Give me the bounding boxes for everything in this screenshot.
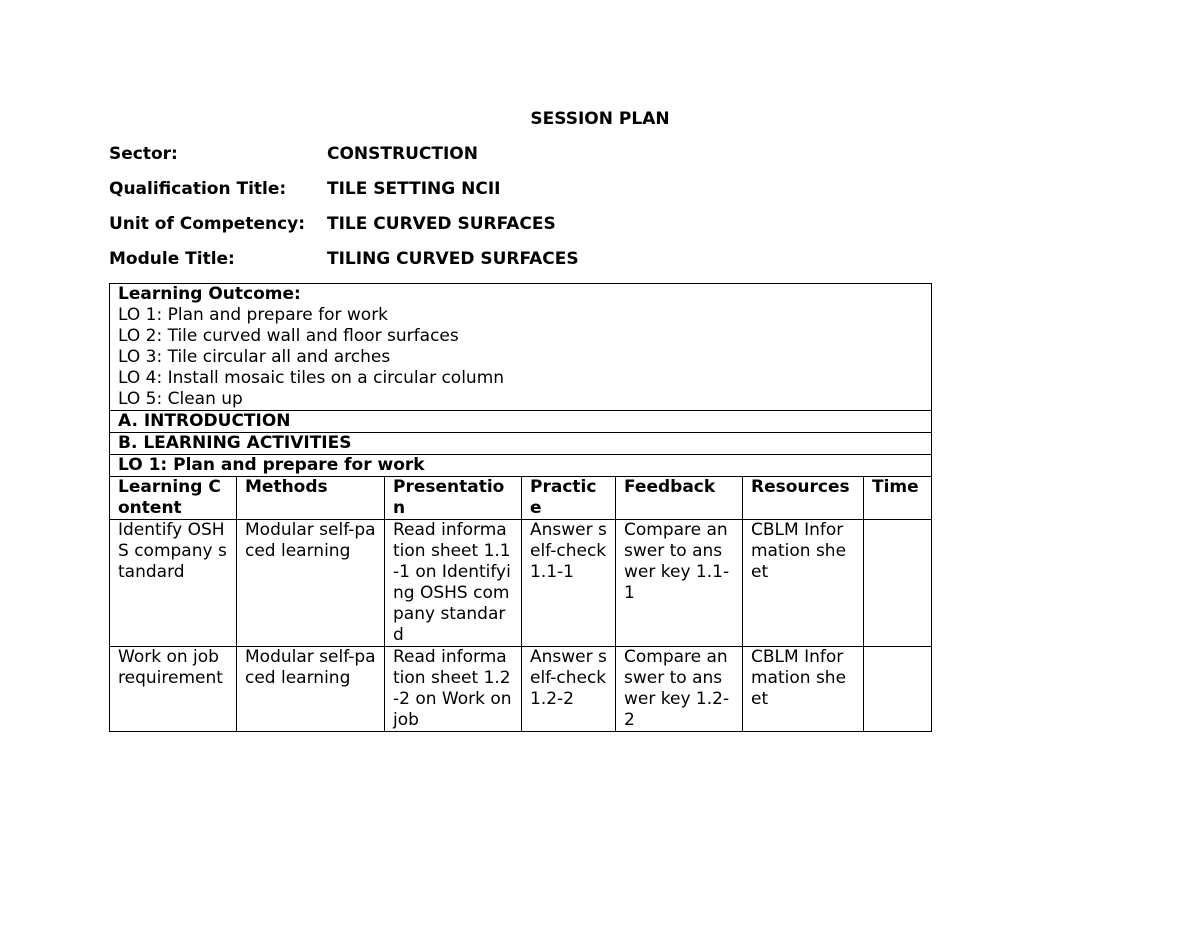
table-cell: Read information sheet 1.2-2 on Work on job	[385, 647, 522, 732]
learning-activities-row	[110, 433, 932, 455]
lo1-row	[110, 455, 932, 477]
outcome-item: LO 2: Tile curved wall and floor surfaces	[118, 326, 459, 346]
table-cell: Modular self-paced learning	[237, 647, 385, 732]
meta-value: TILING CURVED SURFACES	[327, 249, 579, 269]
table-cell: Answer self-check 1.2-2	[522, 647, 616, 732]
column-header: Resources	[743, 477, 864, 520]
table-row	[110, 520, 932, 647]
table-cell	[864, 647, 932, 732]
table-cell	[864, 520, 932, 647]
meta-label: Qualification Title:	[109, 179, 287, 199]
meta-label: Unit of Competency:	[109, 214, 306, 234]
learning-outcome-row	[110, 284, 932, 411]
column-header: Feedback	[616, 477, 743, 520]
table-cell: Identify OSHS company standard	[110, 520, 237, 647]
outcome-item: LO 3: Tile circular all and arches	[118, 347, 391, 367]
section-learning-activities: B. LEARNING ACTIVITIES	[110, 433, 932, 455]
section-introduction: A. INTRODUCTION	[110, 411, 932, 433]
meta-value: TILE SETTING NCII	[327, 179, 501, 199]
outcome-item: LO 4: Install mosaic tiles on a circular column	[118, 368, 505, 388]
meta-label: Module Title:	[109, 249, 235, 269]
outcome-item: LO 1: Plan and prepare for work	[118, 305, 389, 325]
introduction-row	[110, 411, 932, 433]
learning-outcome-heading: Learning Outcome:	[118, 284, 301, 304]
learning-outcome-cell	[110, 284, 932, 411]
table-cell: Compare answer to answer key 1.1-1	[616, 520, 743, 647]
table-cell: CBLM Information sheet	[743, 520, 864, 647]
table-header-row	[110, 477, 932, 520]
table-cell: CBLM Information sheet	[743, 647, 864, 732]
meta-label: Sector:	[109, 144, 178, 164]
column-header: Methods	[237, 477, 385, 520]
column-header: Practice	[522, 477, 616, 520]
meta-value: TILE CURVED SURFACES	[327, 214, 556, 234]
session-plan-table	[109, 283, 932, 732]
table-cell: Compare answer to answer key 1.2-2	[616, 647, 743, 732]
meta-value: CONSTRUCTION	[327, 144, 478, 164]
column-header: Learning Content	[110, 477, 237, 520]
table-cell: Work on job requirement	[110, 647, 237, 732]
page-title: SESSION PLAN	[530, 109, 670, 129]
column-header: Presentation	[385, 477, 522, 520]
table-cell: Modular self-paced learning	[237, 520, 385, 647]
section-lo1: LO 1: Plan and prepare for work	[110, 455, 932, 477]
table-cell: Answer self-check 1.1-1	[522, 520, 616, 647]
table-cell: Read information sheet 1.1-1 on Identifying OSHS company standard	[385, 520, 522, 647]
outcome-item: LO 5: Clean up	[118, 389, 243, 409]
table-row	[110, 647, 932, 732]
column-header: Time	[864, 477, 932, 520]
